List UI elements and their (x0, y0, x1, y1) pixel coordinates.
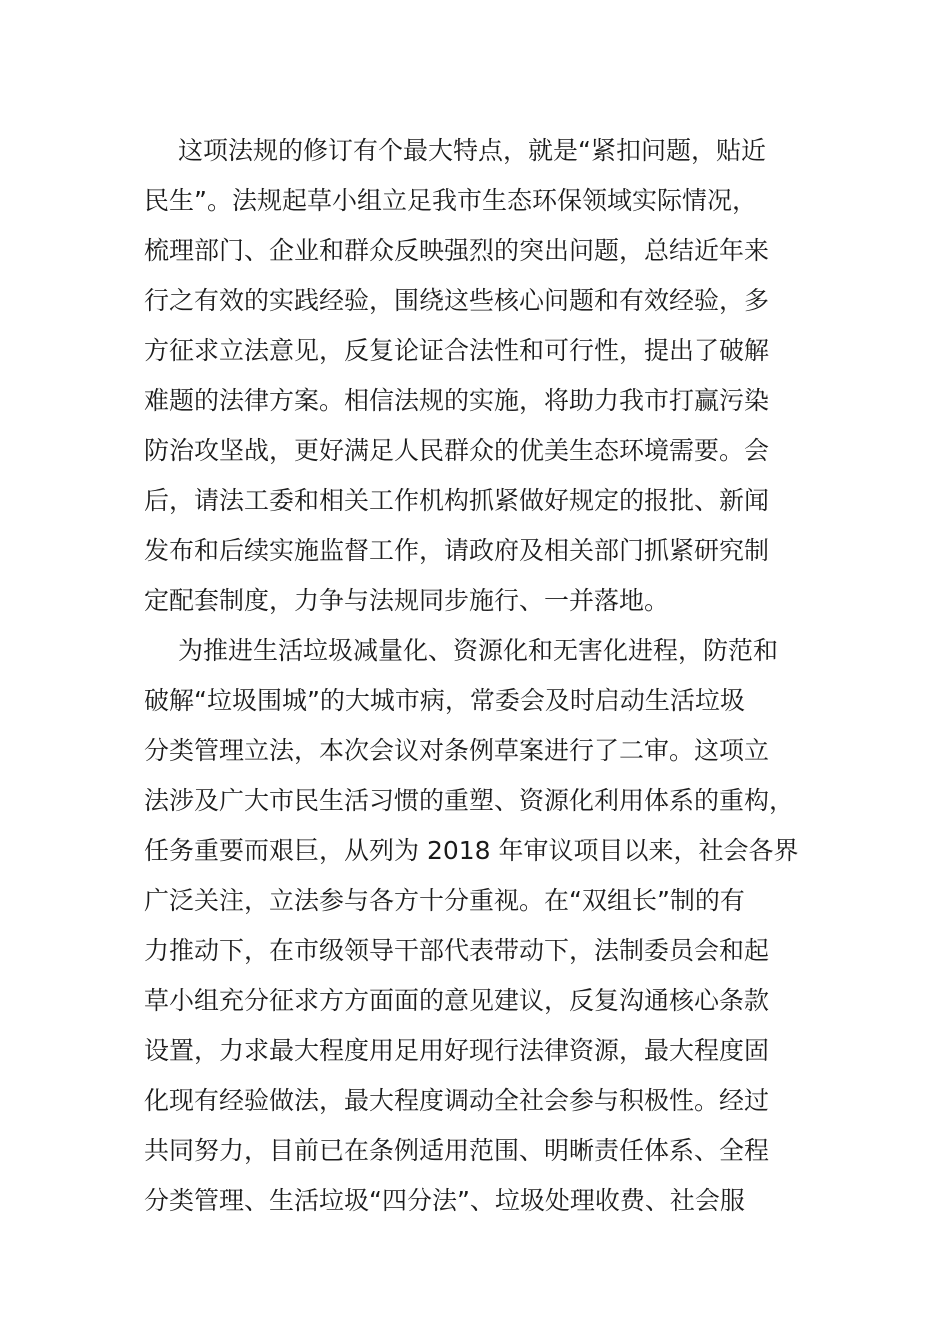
text-line: 广泛关注，立法参与各方十分重视。在“双组长”制的有 (144, 886, 745, 915)
text-line: 分类管理立法，本次会议对条例草案进行了二审。这项立 (144, 736, 770, 765)
text-line: 这项法规的修订有个最大特点，就是“紧扣问题，贴近 (178, 136, 766, 165)
paragraph (144, 126, 824, 626)
text-line: 力推动下，在市级领导干部代表带动下，法制委员会和起 (144, 936, 770, 965)
text-line: 草小组充分征求方方面面的意见建议，反复沟通核心条款 (144, 986, 770, 1015)
text-line: 民生”。法规起草小组立足我市生态环保领域实际情况， (144, 186, 757, 215)
text-line: 任务重要而艰巨，从列为 2018 年审议项目以来，社会各界 (144, 836, 799, 865)
text-line: 设置，力求最大程度用足用好现行法律资源，最大程度固 (144, 1036, 770, 1065)
text-line: 方征求立法意见，反复论证合法性和可行性，提出了破解 (144, 336, 770, 365)
text-line: 行之有效的实践经验，围绕这些核心问题和有效经验，多 (144, 286, 770, 315)
text-line: 防治攻坚战，更好满足人民群众的优美生态环境需要。会 (144, 436, 770, 465)
text-line: 发布和后续实施监督工作，请政府及相关部门抓紧研究制 (144, 536, 770, 565)
text-line: 法涉及广大市民生活习惯的重塑、资源化利用体系的重构， (144, 786, 795, 815)
text-line: 难题的法律方案。相信法规的实施，将助力我市打赢污染 (144, 386, 770, 415)
body-text (144, 126, 824, 1226)
text-line: 破解“垃圾围城”的大城市病，常委会及时启动生活垃圾 (144, 686, 745, 715)
text-line: 定配套制度，力争与法规同步施行、一并落地。 (144, 586, 670, 615)
text-line: 梳理部门、企业和群众反映强烈的突出问题，总结近年来 (144, 236, 770, 265)
text-line: 化现有经验做法，最大程度调动全社会参与积极性。经过 (144, 1086, 770, 1115)
text-line: 后，请法工委和相关工作机构抓紧做好规定的报批、新闻 (144, 486, 770, 515)
text-line: 分类管理、生活垃圾“四分法”、垃圾处理收费、社会服 (144, 1186, 745, 1215)
text-line: 共同努力，目前已在条例适用范围、明晰责任体系、全程 (144, 1136, 770, 1165)
paragraph (144, 626, 824, 1226)
text-line: 为推进生活垃圾减量化、资源化和无害化进程，防范和 (178, 636, 779, 665)
